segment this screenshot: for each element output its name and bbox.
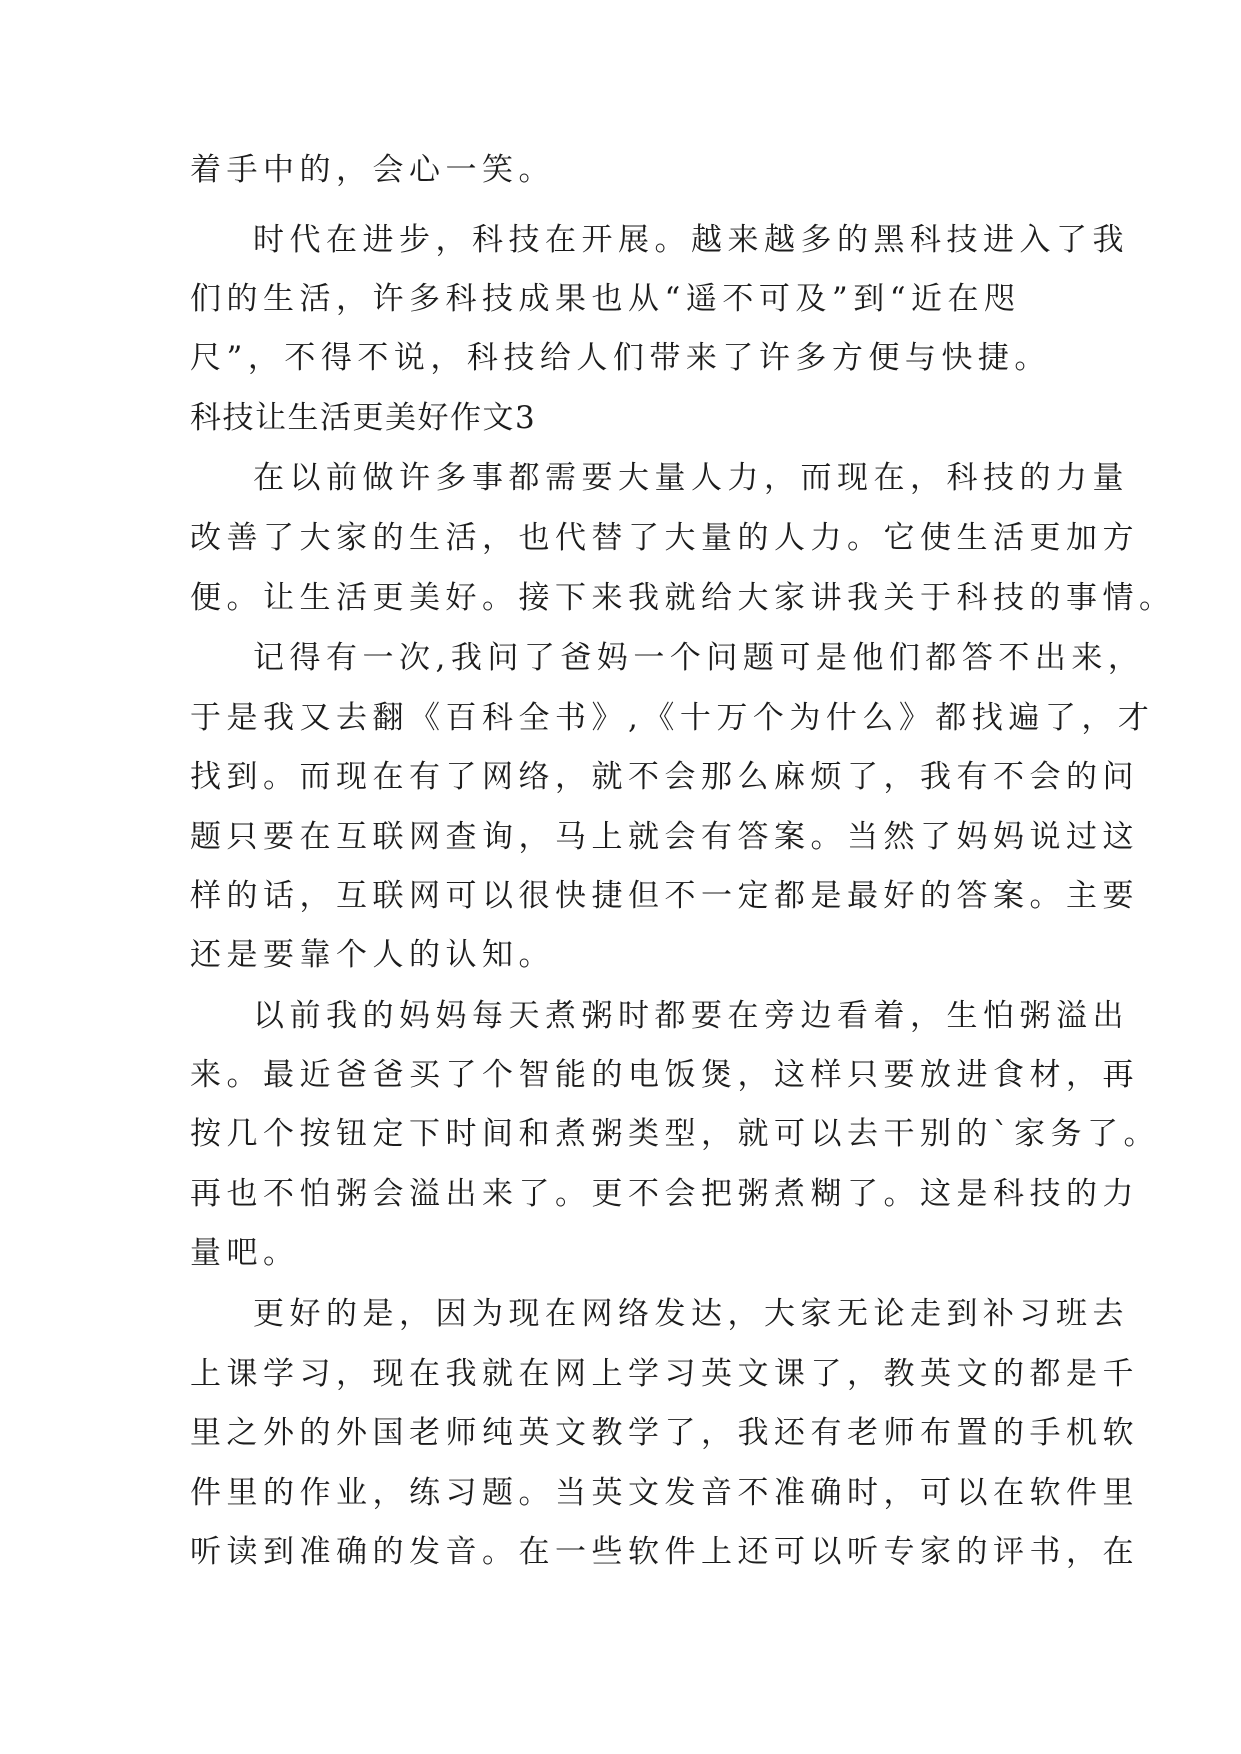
- paragraph-line: 上课学习，现在我就在网上学习英文课了，教英文的都是千: [190, 1356, 1139, 1392]
- paragraph-line: 于是我又去翻《百科全书》,《十万个为什么》都找遍了，才: [190, 700, 1155, 736]
- paragraph-line: 尺”，不得不说，科技给人们带来了许多方便与快捷。: [190, 340, 1051, 376]
- paragraph-line: 按几个按钮定下时间和煮粥类型，就可以去干别的`家务了。: [190, 1116, 1160, 1152]
- paragraph-line: 听读到准确的发音。在一些软件上还可以听专家的评书，在: [190, 1534, 1139, 1570]
- paragraph-line: 还是要靠个人的认知。: [190, 937, 555, 973]
- paragraph-line: 着手中的，会心一笑。: [190, 152, 555, 188]
- paragraph-line: 再也不怕粥会溢出来了。更不会把粥煮糊了。这是科技的力: [190, 1176, 1139, 1212]
- paragraph-line: 里之外的外国老师纯英文教学了，我还有老师布置的手机软: [190, 1415, 1139, 1451]
- paragraph-line: 在以前做许多事都需要大量人力，而现在，科技的力量: [253, 460, 1129, 496]
- paragraph-line: 来。最近爸爸买了个智能的电饭煲，这样只要放进食材，再: [190, 1057, 1139, 1093]
- paragraph-line: 们的生活，许多科技成果也从“遥不可及”到“近在咫: [190, 281, 1021, 317]
- paragraph-line: 便。让生活更美好。接下来我就给大家讲我关于科技的事情。: [190, 580, 1176, 616]
- paragraph-line: 件里的作业，练习题。当英文发音不准确时，可以在软件里: [190, 1475, 1139, 1511]
- paragraph-line: 样的话，互联网可以很快捷但不一定都是最好的答案。主要: [190, 878, 1139, 914]
- paragraph-line: 量吧。: [190, 1235, 300, 1271]
- section-heading: 科技让生活更美好作文3: [190, 400, 537, 436]
- paragraph-line: 题只要在互联网查询，马上就会有答案。当然了妈妈说过这: [190, 819, 1139, 855]
- paragraph-line: 找到。而现在有了网络，就不会那么麻烦了，我有不会的问: [190, 759, 1139, 795]
- paragraph-line: 记得有一次,我问了爸妈一个问题可是他们都答不出来，: [253, 640, 1145, 676]
- paragraph-line: 更好的是，因为现在网络发达，大家无论走到补习班去: [253, 1296, 1129, 1332]
- paragraph-line: 时代在进步，科技在开展。越来越多的黑科技进入了我: [253, 222, 1129, 258]
- paragraph-line: 以前我的妈妈每天煮粥时都要在旁边看着，生怕粥溢出: [253, 998, 1129, 1034]
- paragraph-line: 改善了大家的生活，也代替了大量的人力。它使生活更加方: [190, 520, 1139, 556]
